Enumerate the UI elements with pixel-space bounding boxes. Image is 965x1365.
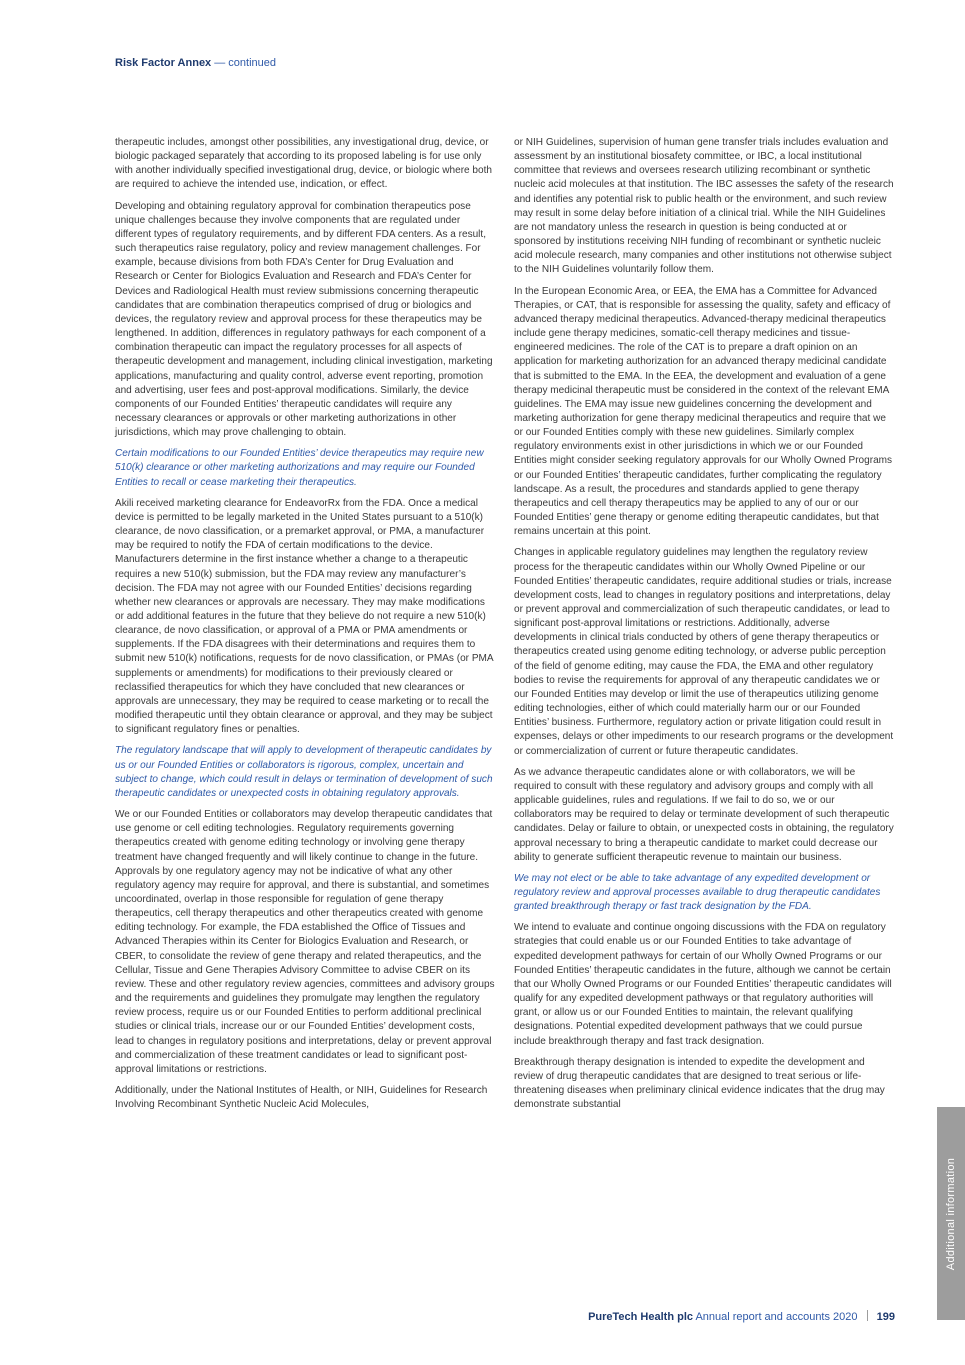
- right-column: [514, 136, 894, 1119]
- left-column: [115, 136, 495, 1119]
- footer-report-title: Annual report and accounts 2020: [695, 1311, 858, 1323]
- risk-heading: We may not elect or be able to take advantage of any expedited development or regulatory review and approval processes available to drug therapeutic candidates granted breakthrough therapy or fast track designation by the FDA.: [514, 872, 881, 913]
- body-paragraph: Breakthrough therapy designation is intended to expedite the development and review of drug therapeutic candidates that are designed to treat serious or life-threatening diseases when preliminary clinical evidence indicates that the drug may demonstrate substantial: [514, 1056, 885, 1111]
- section-continued: — continued: [211, 57, 277, 69]
- body-paragraph: Additionally, under the National Institutes of Health, or NIH, Guidelines for Research Involving Recombinant Synthetic Nucleic Acid Molecules,: [115, 1085, 488, 1111]
- footer-brand: PureTech Health plc: [588, 1311, 693, 1323]
- page-footer: [588, 1310, 895, 1323]
- body-paragraph: Developing and obtaining regulatory approval for combination therapeutics pose unique challenges because they involve components that are regulated under different types of regulatory requirements, and by different FDA centers. As a result, such therapeutics raise regulatory, policy and review management challenges. For example, because divisions from both FDA’s Center for Drug Evaluation and Research or Center for Biologics Evaluation and Research and FDA’s Center for Devices and Radiological Health must review submissions concerning therapeutic candidates that are combination therapeutics comprised of drug or biologics and devices, the regulatory review and approval process for these therapeutics may be lengthened. In addition, differences in regulatory pathways for each component of a combination therapeutic can impact the regulatory processes for all aspects of therapeutic development and management, including clinical investigation, marketing applications, manufacturing and quality control, adverse event reporting, promotion and advertising, user fees and post-approval modifications. Similarly, the device components of our Founded Entities’ therapeutic candidates will require any necessary clearances or approvals or other marketing authorizations in other jurisdictions, which may prove challenging to obtain.: [115, 200, 493, 439]
- body-paragraph: In the European Economic Area, or EEA, the EMA has a Committee for Advanced Therapies, or CAT, that is responsible for assessing the quality, safety and efficacy of advanced therapy medicinal therapeutics. Advanced-therapy medicinal therapeutics include gene therapy medicines, somatic-cell therapy medicines and tissue-engineered medicines. The role of the CAT is to prepare a draft opinion on an application for marketing authorization for an advanced therapy medicinal candidate that is submitted to the EMA. In the EEA, the development and evaluation of a gene therapy medicinal therapeutic must be considered in the context of the relevant EMA guidelines. The EMA may issue new guidelines concerning the development and marketing authorization for gene therapy medicinal therapeutics and require that we or our Founded Entities comply with these new guidelines. Similarly complex regulatory environments exist in other jurisdictions in which we or our Founded Entities might consider seeking regulatory approvals for our Wholly Owned Programs or our Founded Entities’ therapeutic candidates, further complicating the regulatory landscape. As a result, the procedures and standards applied to gene therapy therapeutics and cell therapy therapeutics may be applied to any of our or our Founded Entities’ gene therapy or genome editing therapeutic candidates, but that remains uncertain at this point.: [514, 285, 893, 538]
- body-paragraph: We or our Founded Entities or collaborators may develop therapeutic candidates that use genome or cell editing technologies. Regulatory requirements governing therapeutics created with genome editing technology or involving gene therapy treatment have changed frequently and will likely continue to change in the future. Approvals by one regulatory agency may not be indicative of what any other regulatory agency may require for approval, and there is substantial, and sometimes uncoordinated, overlap in those responsible for regulation of gene therapy therapeutics, cell therapy therapeutics and other therapeutics created with genome editing technology. For example, the FDA established the Office of Tissues and Advanced Therapies within its Center for Biologics Evaluation and Research, or CBER, to consolidate the review of gene therapy and related therapeutics, and the Cellular, Tissue and Gene Therapies Advisory Committee to advise CBER on its review. These and other regulatory review agencies, committees and advisory groups and the requirements and guidelines they promulgate may lengthen the regulatory review process, require us or our Founded Entities to perform additional preclinical studies or clinical trials, increase our or our Founded Entities’ development costs, lead to changes in regulatory positions and interpretations, delay or prevent approval and commercialization of these treatment candidates or lead to significant post-approval limitations or restrictions.: [115, 809, 495, 1075]
- body-paragraph: or NIH Guidelines, supervision of human gene transfer trials includes evaluation and assessment by an institutional biosafety committee, or IBC, a local institutional committee that reviews and oversees research utilizing recombinant or synthetic nucleic acid molecules at that institution. The IBC assesses the safety of the research and identifies any potential risk to public health or the environment, and such review may result in some delay before initiation of a clinical trial. While the NIH Guidelines are not mandatory unless the research in question is being conducted at or sponsored by institutions receiving NIH funding of recombinant or synthetic nucleic acid molecule research, many companies and other institutions not otherwise subject to the NIH Guidelines voluntarily follow them.: [514, 137, 894, 276]
- page-number: 199: [876, 1311, 895, 1323]
- section-side-tab[interactable]: [937, 1107, 965, 1320]
- risk-heading: The regulatory landscape that will apply to development of therapeutic candidates by us or our Founded Entities or collaborators is rigorous, complex, uncertain and subject to change, which could result in delays or termination of development of such therapeutic candidates or unexpected costs in obtaining regulatory approvals.: [115, 745, 493, 799]
- body-paragraph: Changes in applicable regulatory guidelines may lengthen the regulatory review process for the therapeutic candidates within our Wholly Owned Pipeline or our Founded Entities’ therapeutic candidates, require additional studies or trials, increase development costs, lead to changes in regulatory positions and interpretations, delay or prevent approval and commercialization of such therapeutic candidates, or lead to significant post-approval limitations or restrictions. Additionally, adverse developments in clinical trials conducted by others of gene therapy therapeutics or therapeutics created using genome editing technology, or adverse public perception of the field of genome editing, may cause the FDA, the EMA and other regulatory bodies to revise the requirements for approval of any therapeutic candidates we or our Founded Entities may develop or limit the use of therapeutics utilizing genome editing technologies, either of which could materially harm our or our Founded Entities’ business. Furthermore, regulatory action or private litigation could result in expenses, delays or other impediments to our research programs or the development or commercialization of current or future therapeutic candidates.: [514, 547, 894, 757]
- body-paragraph: We intend to evaluate and continue ongoing discussions with the FDA on regulatory strategies that could enable us or our Founded Entities to take advantage of expedited development pathways for certain of our Wholly Owned Programs or our Founded Entities’ therapeutic candidates in the future, although we cannot be certain that our Wholly Owned Programs or our Founded Entities’ therapeutic candidates will qualify for any expedited development pathways or that regulatory authorities will grant, or allow us or our Founded Entities to maintain, the relevant qualifying designations. Potential expedited development pathways that we could pursue include breakthrough therapy and fast track designation.: [514, 922, 892, 1047]
- body-paragraph: As we advance therapeutic candidates alone or with collaborators, we will be required to consult with these regulatory and advisory groups and comply with all applicable guidelines, rules and regulations. If we fail to do so, we or our collaborators may be required to delay or terminate development of such therapeutic candidates. Delay or failure to obtain, or unexpected costs in obtaining, the regulatory approval necessary to bring a therapeutic candidate to market could decrease our ability to generate sufficient therapeutic revenue to maintain our business.: [514, 766, 894, 863]
- body-paragraph: Akili received marketing clearance for EndeavorRx from the FDA. Once a medical device is permitted to be legally marketed in the United States pursuant to a 510(k) clearance, de novo classification, or a premarket approval, or PMA, a manufacturer may be required to notify the FDA of certain modifications to the device. Manufacturers determine in the first instance whether a change to a therapeutic requires a new 510(k) submission, but the FDA may review any manufacturer’s decision. The FDA may not agree with our Founded Entities’ decisions regarding whether new clearances or approvals are necessary. They may make modifications or add additional features in the future that they believe do not require a new 510(k) clearance, de novo classification, or approval of a PMA or PMA amendments or supplements. If the FDA disagrees with their determinations and requires them to submit new 510(k) notifications, requests for de novo classification, or PMAs (or PMA supplements or amendments) for modifications to their previously cleared or reclassified therapeutics for which they have concluded that new clearances or approvals are unnecessary, they may be required to cease marketing or to recall the modified therapeutic until they obtain clearance or approval, and they may be subject to significant regulatory fines or penalties.: [115, 497, 494, 736]
- side-tab-label: Additional information: [945, 1157, 957, 1270]
- risk-heading: Certain modifications to our Founded Entities’ device therapeutics may require new 510(k) clearance or other marketing authorizations and may require our Founded Entities to recall or cease marketing their therapeutics.: [115, 448, 484, 488]
- body-paragraph: therapeutic includes, amongst other possibilities, any investigational drug, device, or biologic packaged separately that according to its proposed labeling is for use only with another individually specified investigational drug, device, or biologic where both are required to achieve the intended use, indication, or effect.: [115, 137, 492, 191]
- running-header: [115, 57, 276, 69]
- section-title: Risk Factor Annex: [115, 57, 212, 69]
- footer-divider: [867, 1310, 868, 1321]
